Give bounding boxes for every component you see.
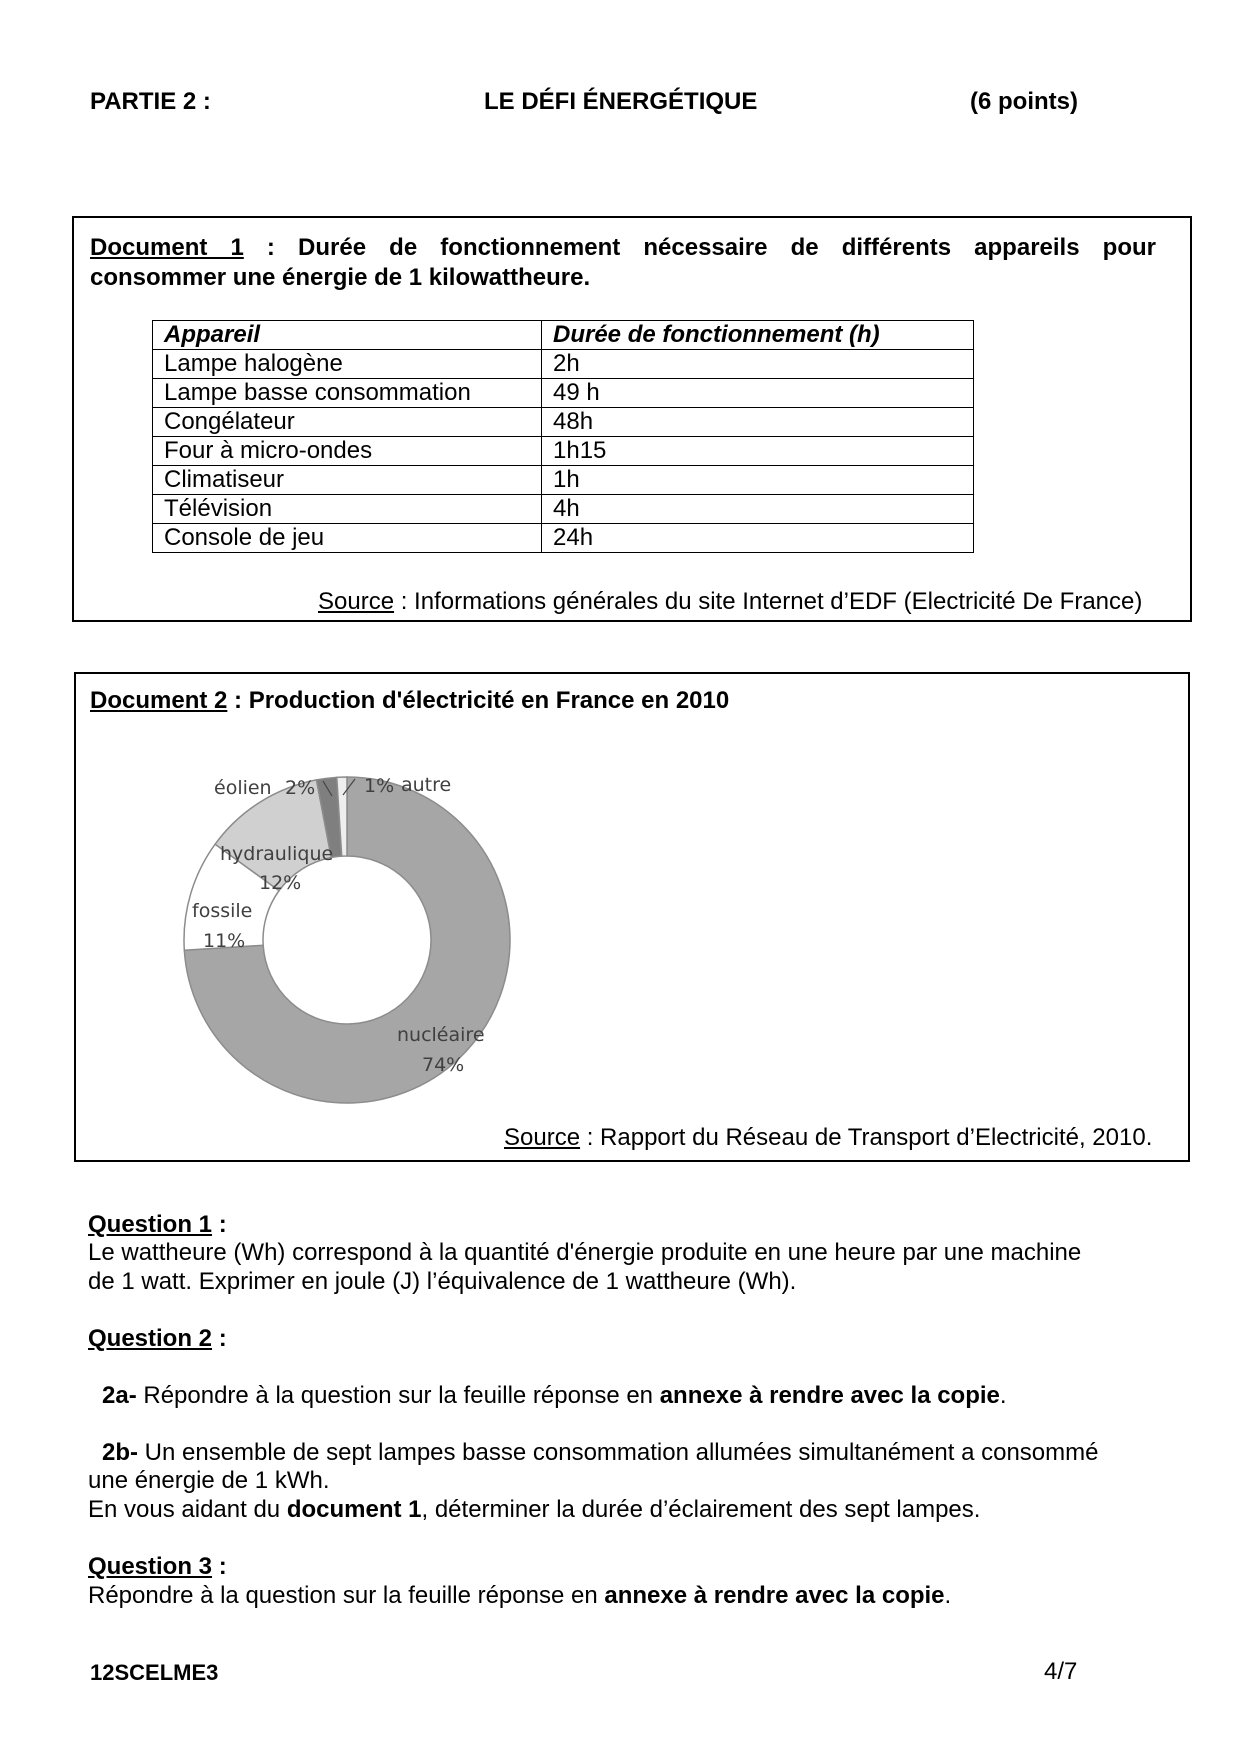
column-header-duree: Durée de fonctionnement (h) (542, 321, 974, 350)
cell-duree: 1h (542, 466, 974, 495)
source-text: : Rapport du Réseau de Transport d’Electricité, 2010. (580, 1124, 1153, 1151)
document-1-title-line2: consommer une énergie de 1 kilowattheure. (90, 264, 591, 291)
question-2-label: Question 2 (88, 1325, 213, 1352)
slice-value-hydraulique: 12% (259, 872, 302, 894)
question-2b (102, 1438, 1098, 1467)
cell-duree: 48h (542, 408, 974, 437)
question-2b-label: 2b- (102, 1439, 138, 1466)
cell-appareil: Lampe halogène (153, 350, 542, 379)
document-2-label: Document 2 (90, 687, 228, 714)
question-2a-end: . (999, 1382, 1007, 1409)
slice-value-autre: 1% (364, 775, 395, 797)
question-2a-text: Répondre à la question sur la feuille réponse en (136, 1382, 660, 1409)
question-2b-line2: une énergie de 1 kWh. (88, 1467, 330, 1494)
document-2-title (90, 686, 729, 716)
cell-appareil: Console de jeu (153, 524, 542, 553)
slice-label-fossile: fossile (192, 900, 253, 922)
cell-appareil: Lampe basse consommation (153, 379, 542, 408)
document-1-source (318, 588, 1142, 616)
source-label: Source (318, 588, 395, 615)
question-2a (102, 1381, 1007, 1410)
question-2-heading (88, 1324, 227, 1353)
slice-value-eolien: 2% (285, 777, 316, 799)
footer-code: 12SCELME3 (90, 1660, 219, 1685)
document-2-source (504, 1124, 1152, 1152)
cell-appareil: Four à micro-ondes (153, 437, 542, 466)
question-2b-line3-a: En vous aidant du (88, 1496, 287, 1523)
question-2b-line3-b: , déterminer la durée d’éclairement des sept lampes. (421, 1496, 981, 1523)
table-row (153, 408, 974, 437)
table-row (153, 350, 974, 379)
table-header-row (153, 321, 974, 350)
question-1-line2: de 1 watt. Exprimer en joule (J) l’équivalence de 1 wattheure (Wh). (88, 1268, 797, 1295)
cell-duree: 49 h (542, 379, 974, 408)
part-label: PARTIE 2 : (90, 88, 211, 115)
page-title: LE DÉFI ÉNERGÉTIQUE (484, 88, 758, 115)
table-row (153, 524, 974, 553)
slice-label-eolien: éolien (214, 777, 272, 799)
cell-duree: 4h (542, 495, 974, 524)
question-3-label: Question 3 (88, 1553, 213, 1580)
question-3-colon: : (212, 1553, 227, 1580)
points-label: (6 points) (970, 88, 1078, 115)
question-3-end: . (944, 1582, 952, 1609)
table-row (153, 379, 974, 408)
cell-duree: 2h (542, 350, 974, 379)
question-3-heading (88, 1552, 227, 1581)
cell-duree: 24h (542, 524, 974, 553)
document-1-title (90, 233, 1156, 263)
document-1-title-text: : Durée de fonctionnement nécessaire de différents appareils pour (243, 234, 1156, 261)
source-label: Source (504, 1124, 581, 1151)
appliance-table (152, 320, 974, 553)
question-2a-label: 2a- (102, 1382, 137, 1409)
slice-label-hydraulique: hydraulique (220, 843, 334, 865)
slice-value-nucleaire: 74% (422, 1054, 465, 1076)
question-3-bold: annexe à rendre avec la copie (604, 1582, 945, 1609)
question-1-label: Question 1 (88, 1211, 213, 1238)
cell-duree: 1h15 (542, 437, 974, 466)
table-row (153, 495, 974, 524)
footer-page-number: 4/7 (1044, 1658, 1078, 1685)
energy-donut-chart (160, 740, 560, 1140)
question-3-text (88, 1581, 951, 1610)
document-2-title-text: : Production d'électricité en France en 2010 (227, 687, 730, 714)
table-row (153, 466, 974, 495)
question-2a-bold: annexe à rendre avec la copie (659, 1382, 1000, 1409)
cell-appareil: Congélateur (153, 408, 542, 437)
question-2b-line3 (88, 1495, 980, 1524)
question-2-colon: : (212, 1325, 227, 1352)
source-text: : Informations générales du site Internet d’EDF (Electricité De France) (394, 588, 1143, 615)
question-2b-line3-bold: document 1 (286, 1496, 422, 1523)
question-1-heading (88, 1210, 227, 1239)
table-row (153, 437, 974, 466)
question-3-text-a: Répondre à la question sur la feuille réponse en (88, 1582, 605, 1609)
question-2b-line1: Un ensemble de sept lampes basse consommation allumées simultanément a consommé (138, 1439, 1099, 1466)
document-1-label: Document 1 (90, 234, 244, 261)
column-header-appareil: Appareil (153, 321, 542, 350)
cell-appareil: Climatiseur (153, 466, 542, 495)
slice-label-nucleaire: nucléaire (397, 1024, 485, 1046)
question-1-line1: Le wattheure (Wh) correspond à la quantité d'énergie produite en une heure par une machine (88, 1239, 1082, 1266)
slice-label-autre: autre (401, 774, 452, 796)
question-1-colon: : (212, 1211, 227, 1238)
slice-value-fossile: 11% (203, 930, 246, 952)
cell-appareil: Télévision (153, 495, 542, 524)
